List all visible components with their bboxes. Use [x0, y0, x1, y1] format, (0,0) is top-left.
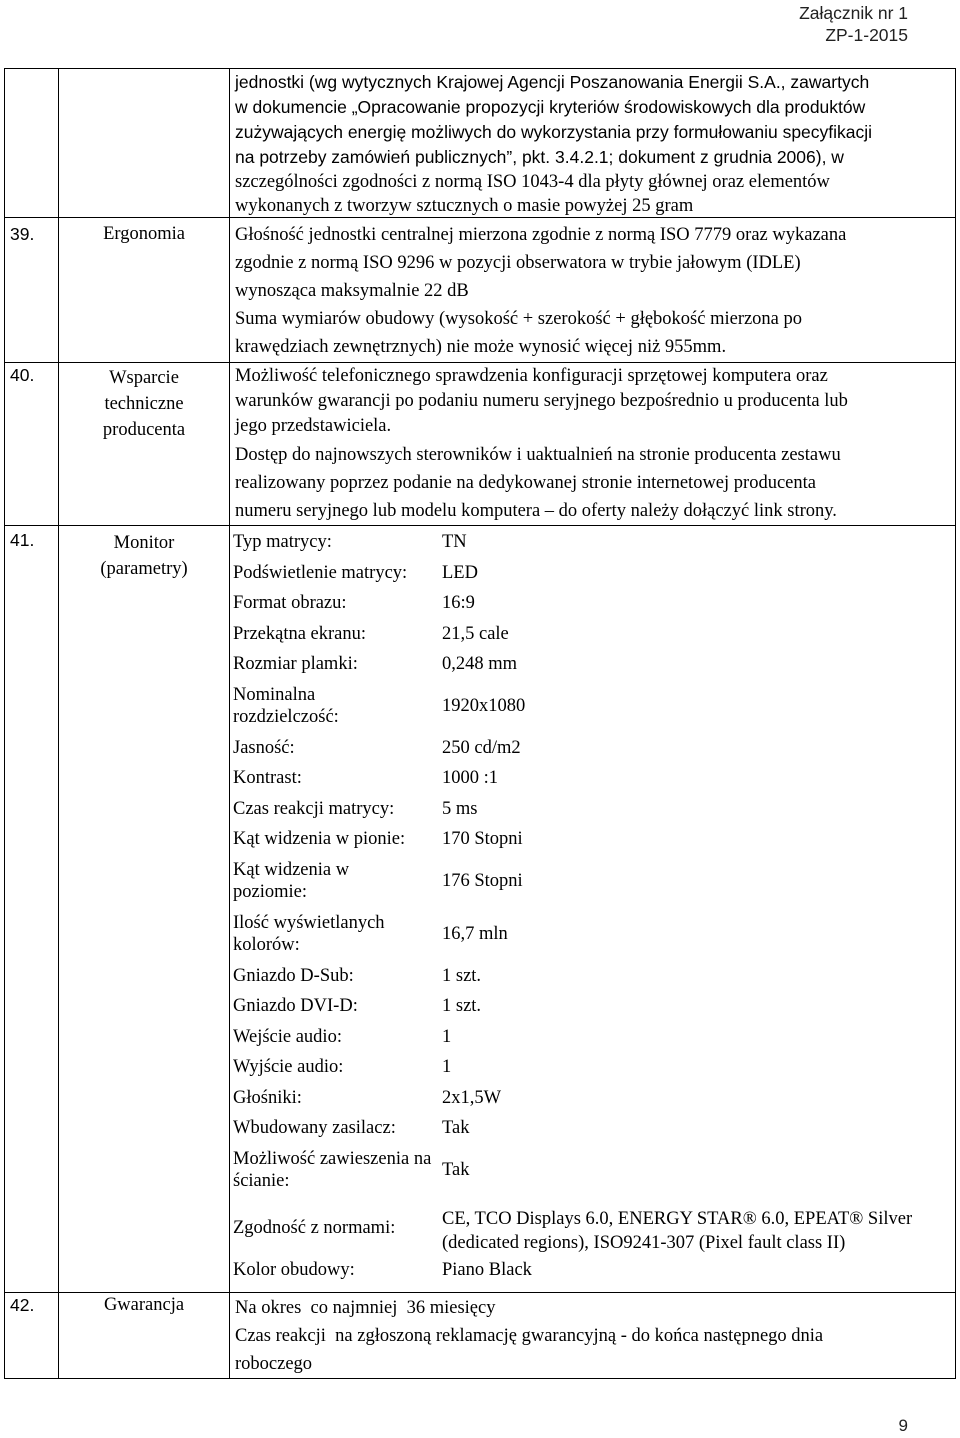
spec-label: Wyjście audio:	[233, 1057, 344, 1077]
spec-value: CE, TCO Displays 6.0, ENERGY STAR® 6.0, EPEAT® Silver (dedicated regions), ISO9241-307 (Pixel fault class II)	[442, 1208, 913, 1253]
table-row	[5, 1293, 956, 1379]
spec-row	[233, 680, 934, 733]
row-name: Gwarancja	[59, 1293, 230, 1379]
row-description	[230, 1293, 956, 1379]
attachment-label: Załącznik nr 1	[799, 3, 908, 23]
spec-value: 1	[442, 1057, 452, 1077]
spec-row	[233, 733, 934, 764]
row-name	[59, 526, 230, 1293]
spec-row	[233, 619, 934, 650]
row-name-line: Wsparcie	[109, 368, 179, 388]
monitor-spec-table	[233, 527, 934, 1285]
text-line: zużywających energię możliwych do wykorzystania przy formułowaniu specyfikacji	[235, 122, 873, 142]
spec-value: 170 Stopni	[442, 829, 523, 849]
spec-value: 21,5 cale	[442, 623, 509, 644]
page-header	[799, 2, 908, 46]
text-line: Suma wymiarów obudowy (wysokość + szerokość + głębokość mierzona po	[235, 309, 803, 329]
table-row	[5, 526, 956, 1293]
row-description	[230, 218, 956, 363]
spec-row	[233, 1113, 934, 1144]
spec-label: Zgodność z normami:	[233, 1218, 396, 1239]
row-name	[59, 69, 230, 218]
spec-label: Głośniki:	[233, 1087, 302, 1108]
document-reference: ZP-1-2015	[825, 25, 908, 45]
spec-row	[233, 824, 934, 855]
spec-value: 1000 :1	[442, 768, 499, 788]
specification-table	[4, 68, 956, 1379]
spec-value: Tak	[442, 1159, 470, 1180]
text-line: zgodnie z normą ISO 9296 w pozycji obserwatora w trybie jałowym (IDLE)	[235, 253, 801, 273]
spec-label: Kontrast:	[233, 768, 302, 788]
spec-value: 1 szt.	[442, 996, 482, 1016]
spec-value: 176 Stopni	[442, 870, 523, 891]
spec-row	[233, 1022, 934, 1053]
spec-value: TN	[442, 532, 467, 552]
spec-value: 16,7 mln	[442, 923, 508, 944]
text-line: na potrzeby zamówień publicznych”, pkt. 3.4.2.1; dokument z grudnia 2006), w	[235, 147, 844, 167]
text-line: warunków gwarancji po podaniu numeru seryjnego bezpośrednio u producenta lub	[235, 391, 848, 411]
spec-row	[233, 908, 934, 961]
spec-label: Gniazdo D-Sub:	[233, 965, 354, 986]
text-line: Dostęp do najnowszych sterowników i uaktualnień na stronie producenta zestawu	[235, 445, 841, 465]
spec-value: 1920x1080	[442, 695, 526, 716]
spec-row	[233, 1144, 934, 1197]
text-line: Możliwość telefonicznego sprawdzenia konfiguracji sprzętowej komputera oraz	[235, 366, 828, 386]
text-line: Głośność jednostki centralnej mierzona zgodnie z normą ISO 7779 oraz wykazana	[235, 225, 847, 245]
spec-value: 5 ms	[442, 798, 478, 819]
row-name-line: Monitor	[113, 533, 175, 553]
spec-value: Piano Black	[442, 1259, 532, 1280]
text-line: jego przedstawiciela.	[235, 416, 392, 436]
spec-row	[233, 558, 934, 589]
row-name: Ergonomia	[59, 218, 230, 363]
spec-label: Czas reakcji matrycy:	[233, 798, 395, 819]
spec-label: Przekątna ekranu:	[233, 623, 367, 644]
spec-value: Tak	[442, 1118, 470, 1138]
spec-label: Wejście audio:	[233, 1026, 342, 1047]
text-line: numeru seryjnego lub modelu komputera – do oferty należy dołączyć link strony.	[235, 501, 837, 521]
spec-label: Ilość wyświetlanych kolorów:	[233, 912, 385, 955]
spec-row	[233, 1197, 934, 1255]
spec-label: Kąt widzenia w poziomie:	[233, 859, 350, 902]
spec-label: Kąt widzenia w pionie:	[233, 829, 406, 849]
spec-value: 16:9	[442, 593, 475, 613]
row-description	[230, 69, 956, 218]
row-number: 40.	[5, 363, 59, 526]
row-name-line: (parametry)	[100, 559, 188, 579]
table-row	[5, 69, 956, 218]
spec-label: Typ matrycy:	[233, 532, 332, 552]
row-name	[59, 363, 230, 526]
spec-value: 2x1,5W	[442, 1087, 502, 1108]
row-number: 39.	[5, 218, 59, 363]
spec-label: Możliwość zawieszenia na ścianie:	[233, 1148, 432, 1191]
spec-label: Rozmiar plamki:	[233, 654, 358, 674]
spec-row	[233, 649, 934, 680]
text-line: wykonanych z tworzyw sztucznych o masie powyżej 25 gram	[235, 196, 694, 216]
spec-row	[233, 1052, 934, 1083]
row-number: 41.	[5, 526, 59, 1293]
spec-row	[233, 1255, 934, 1286]
row-description	[230, 526, 956, 1293]
spec-label: Format obrazu:	[233, 593, 347, 613]
spec-row	[233, 855, 934, 908]
spec-value: 250 cd/m2	[442, 737, 521, 758]
text-line: Na okres co najmniej 36 miesięcy	[235, 1298, 496, 1318]
spec-value: 0,248 mm	[442, 654, 518, 674]
row-name-line: producenta	[102, 420, 186, 440]
spec-label: Podświetlenie matrycy:	[233, 562, 408, 583]
spec-label: Kolor obudowy:	[233, 1259, 355, 1280]
text-line: roboczego	[235, 1354, 313, 1374]
spec-label: Wbudowany zasilacz:	[233, 1118, 396, 1138]
text-line: krawędziach zewnętrznych) nie może wynosić więcej niż 955mm.	[235, 337, 727, 357]
table-row	[5, 363, 956, 526]
text-line: szczególności zgodności z normą ISO 1043-4 dla płyty głównej oraz elementów	[235, 172, 830, 192]
spec-row	[233, 588, 934, 619]
row-number: 42.	[5, 1293, 59, 1379]
row-description	[230, 363, 956, 526]
spec-label: Jasność:	[233, 737, 295, 758]
row-name-line: techniczne	[104, 394, 184, 414]
spec-label: Nominalna rozdzielczość:	[233, 684, 339, 727]
text-line: realizowany poprzez podanie na dedykowanej stronie internetowej producenta	[235, 473, 816, 493]
spec-value: 1 szt.	[442, 965, 482, 986]
spec-value: LED	[442, 562, 478, 583]
spec-row	[233, 1083, 934, 1114]
page-number: 9	[898, 1416, 908, 1435]
table-row	[5, 218, 956, 363]
text-line: Czas reakcji na zgłoszoną reklamację gwarancyjną - do końca następnego dnia	[235, 1326, 824, 1346]
spec-row	[233, 991, 934, 1022]
spec-label: Gniazdo DVI-D:	[233, 996, 358, 1016]
spec-row	[233, 794, 934, 825]
spec-row	[233, 527, 934, 558]
text-line: wynosząca maksymalnie 22 dB	[235, 281, 469, 301]
spec-row	[233, 961, 934, 992]
text-line: jednostki (wg wytycznych Krajowej Agencji Poszanowania Energii S.A., zawartych	[235, 72, 870, 92]
spec-value: 1	[442, 1026, 452, 1047]
spec-row	[233, 763, 934, 794]
row-number	[5, 69, 59, 218]
text-line: w dokumencie „Opracowanie propozycji kryteriów środowiskowych dla produktów	[235, 97, 866, 117]
